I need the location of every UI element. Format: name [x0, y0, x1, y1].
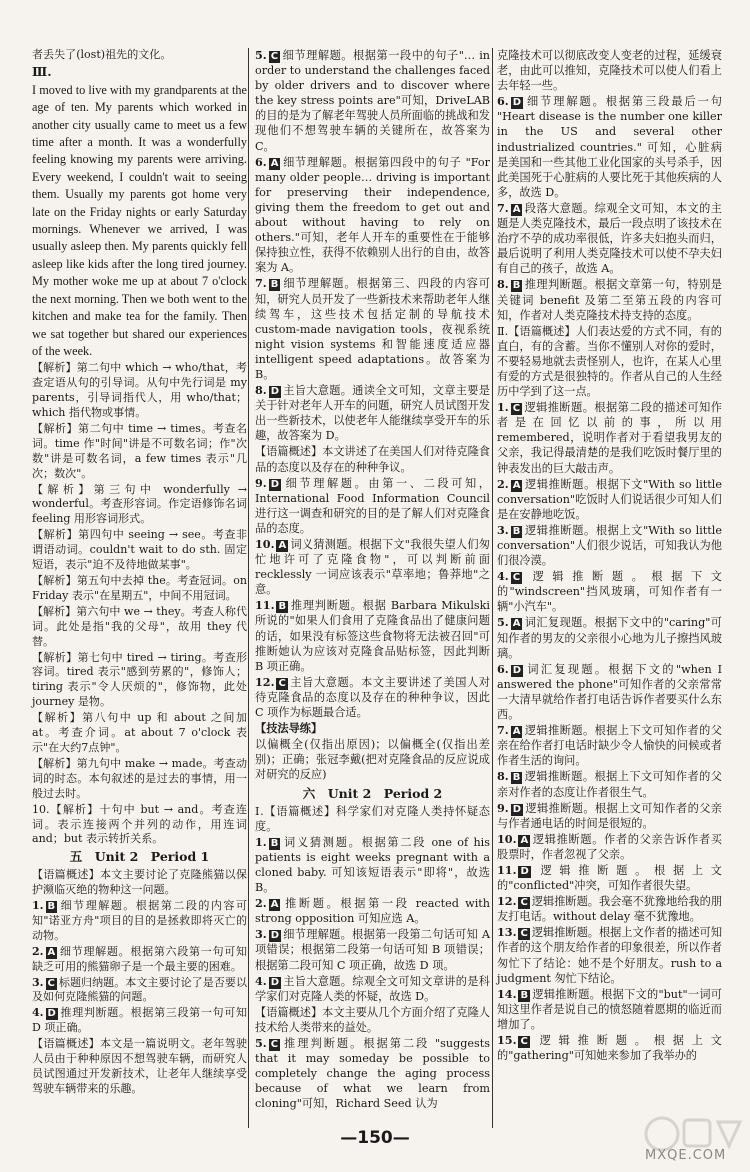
answer-item [497, 569, 722, 614]
passage-summary: Ⅰ.【语篇概述】科学家们对克隆人类持怀疑态度。 [255, 804, 490, 833]
analysis-item: 【解析】第二句中 which → who/that，考查定语从句的引导词。从句中先行词是 my parents，引导词指代人，用 who/that；which 指代物或事情。 [32, 361, 247, 420]
answer-item [255, 476, 490, 536]
answer-letter-badge: D [512, 664, 521, 676]
question-number: 6. [255, 154, 267, 169]
answer-letter-badge: A [278, 540, 287, 551]
answer-item [497, 400, 722, 475]
answer-explanation: 逻辑推断题。我会毫不犹豫地给我的朋友打电话。without delay 毫不犹豫地。 [497, 895, 723, 924]
answer-item [497, 477, 722, 522]
answer-explanation: 逻辑推断题。根据下文"With so little conversation"吃饭时人们说话很少可知人们是在安静地吃饭。 [497, 477, 722, 521]
answer-letter-badge: A [270, 157, 279, 169]
text-line: 者丢失了(lost)祖先的文化。 [32, 48, 172, 61]
analysis-item: 【解析】第二句中 time → times。考查名词。time 作"时间"讲是不可数名词；作"次数"讲是可数名词，a few times 表示"几次；数次"。 [32, 421, 247, 480]
answer-item [32, 976, 247, 1006]
answer-explanation: 逻辑推断题。根据下文的"but"一词可知这里作者是说自己的愤怒随着愿期的临近而增加了。 [497, 987, 722, 1031]
question-number: 8. [255, 383, 267, 398]
answer-explanation: 细节理解题。根据第一段中的句子"… in order to understand the challenges faced by older drivers and to discover where the key stress points are"可知，DriveLAB 的目的是为了解老年驾驶人员所面临的挑战和发现他们不想驾驶车辆的关键所在，故答案为 C。 [255, 49, 490, 153]
answer-item [32, 899, 247, 944]
question-number: 8. [497, 769, 509, 784]
answer-letter-badge: A [47, 946, 56, 958]
technique-heading: 【技法导练】 [255, 721, 323, 736]
answer-letter-badge: C [278, 677, 286, 689]
question-number: 2. [255, 896, 267, 911]
answer-item [255, 974, 490, 1004]
answer-letter-badge: D [520, 865, 529, 877]
answer-explanation: 细节理解题。根据第四段中的句子 "For many older people… driving is important for preserving their independence, giving them the freedom to get out and about without having to rely on others."可知，老年人开车的重要性在于能够保持独立性，获得不依赖别人出行的自由，故答案为 A。 [255, 155, 490, 275]
answer-item [255, 276, 490, 382]
answer-item [497, 987, 722, 1032]
answer-item [32, 945, 247, 975]
answer-letter-badge: A [270, 899, 279, 911]
answer-letter-badge: D [270, 386, 279, 398]
answer-item [497, 523, 722, 568]
page-number: —150— [340, 1128, 410, 1148]
answer-explanation: 推理判断题。根据文章第一句，特别是关键词 benefit 及第二至第五段的内容可知，作者对人类克隆技术持支持的态度。 [497, 278, 722, 322]
answer-explanation: 细节理解题。根据第一段第二句话可知 A 项错误；根据第二段第一句话可知 B 项错误；根据第二段可知 C 项正确，故选 D 项。 [255, 928, 490, 972]
section-marker: Ⅲ. [32, 63, 52, 79]
answer-explanation: 细节理解题。根据第三、四段的内容可知，研究人员开发了一些新技术来帮助老年人继续驾车，这些技术包括定制的导航技术 custom-made navigation tools，夜视系统 night vision systems 和智能速度适应器 intelligent speed adaptations。故答案为 B。 [255, 277, 490, 381]
question-number: 1. [497, 400, 509, 415]
answer-explanation: 细节理解题。根据第三段最后一句 "Heart disease is the number one killer in the US and several other industrialized countries." 可知，心脏病是美国和一些其他工业化国家的头号杀手，因此美国死于心脏病的人要比死于其他疾病的人多，故选 D。 [497, 95, 722, 199]
answer-letter-badge: C [520, 1036, 528, 1047]
unit-heading: 五 Unit 2 Period 1 [69, 849, 210, 865]
answer-letter-badge: C [520, 897, 528, 909]
question-number: 11. [497, 862, 517, 877]
passage-summary: 【语篇概述】本文讲述了在美国人们对待克隆食品的态度以及存在的种种争议。 [255, 445, 490, 474]
answer-list [255, 48, 490, 443]
answer-explanation: 推理判断题。根据第三段第一句可知 D 项正确。 [32, 1006, 247, 1035]
answer-explanation: 词义猜测题。根据下文"我很失望人们匆忙地许可了克隆食物"，可以判断前面 recklessly 一词应该表示"草率地；鲁莽地"之意。 [255, 538, 490, 597]
analysis-item: 【解析】第四句中 seeing → see。考查非谓语动词。couldn't wait to do sth. 固定短语，表示"迫不及待地做某事"。 [32, 528, 247, 572]
answer-item [255, 835, 490, 895]
passage-summary: 【语篇概述】本文主要从几个方面介绍了克隆人技术给人类带来的益处。 [255, 1005, 490, 1034]
answer-explanation: 逻辑推断题。根据上文的"gathering"可知她来参加了我举办的 [497, 1034, 722, 1063]
answer-letter-badge: D [270, 930, 279, 942]
question-number: 4. [497, 569, 509, 584]
answer-explanation: 主旨大意题。通读全文可知，文章主要是关于针对老年人开车的问题，研究人员试图开发出一些新技术，以使老年人能继续享受开车的乐趣，故答案为 D。 [255, 384, 490, 443]
answer-item [497, 894, 722, 924]
answer-explanation: 主旨大意题。本文主要讲述了美国人对待克隆食品的态度以及存在的种种争议，因此 C 项作为标题最合适。 [255, 675, 490, 720]
answer-letter-badge: D [512, 803, 521, 815]
answer-letter-badge: D [47, 1008, 56, 1020]
answer-item [497, 201, 722, 276]
question-number: 7. [255, 276, 267, 291]
answer-explanation: 逻辑推断题。根据上文"With so little conversation"人们很少说话，可知我认为他们很冷漠。 [497, 523, 722, 568]
question-number: 5. [255, 48, 267, 62]
column-middle [255, 48, 490, 1112]
answer-explanation: 逻辑推断题。根据上下文可知作者的父亲在给作者打电话时缺少令人愉快的问候或者作者生活的询问。 [497, 724, 722, 768]
question-number: 3. [32, 975, 44, 989]
answer-item [255, 155, 490, 276]
answer-explanation: 逻辑推断题。根据上文作者的描述可知作者的这个朋友给作者的印象很差，所以作者匆忙下了结论：她不是个好朋友。rush to a judgment 匆忙下结论。 [497, 926, 723, 985]
answer-letter-badge: D [270, 976, 279, 988]
question-number: 5. [255, 1036, 267, 1050]
answer-explanation: 词汇复现题。根据下文中的"caring"可知作者的男友的父亲很小心地为儿子擦挡风玻璃。 [497, 616, 722, 660]
question-number: 15. [497, 1033, 517, 1047]
answer-explanation: 逻辑推断题。作者的父亲告诉作者买股票时，作者忽视了父亲。 [497, 832, 722, 861]
passage-summary: Ⅱ.【语篇概述】人们表达爱的方式不同，有的直白，有的含蓄。当你不懂别人对你的爱时，不要轻易地就去责怪别人，也许，在某人心里有爱的方式是很独特的。作者从自己的人生经历中学到了这一点。 [497, 324, 722, 399]
column-divider [248, 48, 249, 1128]
question-number: 13. [497, 925, 517, 940]
unit-heading: 六 Unit 2 Period 2 [302, 785, 443, 801]
answer-item [497, 1033, 722, 1063]
answer-item [497, 801, 722, 831]
answer-explanation: 词义猜测题。根据第二段 one of his patients is eight weeks pregnant with a cloned baby. 可知该短语表示"即将"，故选 B。 [255, 835, 490, 895]
answer-explanation: 主旨大意题。综观全文可知文章讲的是科学家们对克隆人类的怀疑，故选 D。 [255, 974, 490, 1003]
answer-explanation: 推断题。根据第一段 reacted with strong opposition 可知应选 A。 [255, 897, 490, 926]
question-number: 10. [497, 831, 517, 846]
question-number: 8. [497, 277, 509, 292]
answer-list [255, 1036, 490, 1111]
answer-explanation: 逻辑推断题。根据第二段的描述可知作者是在回忆以前的事，所以用 remembered，说明作者对于看望我男友的父亲，我记得最清楚的是我们吃饭时餐厅里的钟表发出的巨大敲击声。 [497, 401, 722, 475]
answer-item [497, 94, 722, 200]
question-number: 10. [255, 537, 275, 551]
answer-item [497, 615, 722, 660]
passage-summary: 【语篇概述】本文主要讨论了克隆熊猫以保护濒临灭绝的物种这一问题。 [32, 868, 247, 897]
answer-letter-badge: A [512, 203, 521, 215]
question-number: 3. [497, 522, 509, 537]
answer-item [255, 675, 490, 720]
answer-list [497, 94, 722, 322]
question-number: 4. [255, 973, 267, 988]
answer-letter-badge: B [512, 280, 521, 292]
answer-explanation: 推理判断题。根据 Barbara Mikulski 所说的"如果人们食用了克隆食品出了健康问题的话，如果没有标签这些食物将无法被召回"可推断她认为应该对克隆食品贴标签，因此判断 B 项正确。 [255, 599, 490, 673]
question-number: 1. [255, 834, 267, 849]
question-number: 6. [497, 94, 509, 109]
answer-item [255, 537, 490, 597]
analysis-item: 【解析】第九句中 make → made。考查动词的时态。本句叙述的是过去的事情，用一般过去时。 [32, 756, 247, 800]
answer-letter-badge: D [270, 478, 279, 490]
answer-letter-badge: C [520, 928, 528, 940]
answer-letter-badge: B [270, 279, 279, 291]
question-number: 5. [497, 615, 509, 630]
answer-item [255, 48, 490, 154]
answer-letter-badge: A [512, 618, 521, 630]
column-left [32, 48, 247, 1098]
answer-item [497, 769, 722, 799]
answer-letter-badge: B [512, 772, 521, 784]
answer-item [255, 1036, 490, 1111]
column-divider [492, 48, 493, 1128]
answer-explanation: 推理判断题。根据第二段 "suggests that it may someday be possible to completely change the aging process because of what we learn from cloning"可知，Richard Seed 认为 [255, 1037, 490, 1111]
analysis-item: 10.【解析】十句中 but → and。考查连词。表示连接两个并列的动作，用连词 and；but 表示转折关系。 [32, 802, 247, 846]
answer-letter-badge: B [278, 601, 287, 613]
watermark-text: MXQE.COM [645, 1148, 727, 1163]
answer-explanation: 逻辑推断题。根据下文的"windscreen"挡风玻璃，可知作者有一辆"小汽车"。 [497, 570, 722, 614]
answer-item [255, 927, 490, 972]
analysis-item: 【解析】第七句中 tired → tiring。考查形容词。tired 表示"感到劳累的"，修饰人；tiring 表示"令人厌烦的"，修饰物，此处 journey 是物。 [32, 650, 247, 709]
passage-summary: 【语篇概述】本文是一篇说明文。老年驾驶人员由于种种原因不想驾驶车辆，而研究人员试图通过开发新技术，让老年人继续享受驾驶车辆带来的乐趣。 [32, 1037, 247, 1095]
answer-letter-badge: C [512, 572, 521, 584]
answer-letter-badge: B [512, 525, 521, 537]
answer-item [497, 832, 722, 862]
answer-letter-badge: B [47, 901, 56, 913]
answer-item [497, 662, 722, 722]
answer-letter-badge: C [270, 51, 279, 62]
technique-text: 以偏概全(仅指出原因)；以偏概全(仅指出差别)；正确；张冠李戴(把对克隆食品的反应说成对研究的反应) [255, 738, 490, 782]
question-number: 14. [497, 986, 517, 1001]
answer-explanation: 标题归纳题。本文主要讨论了是否要以及如何克隆熊猫的问题。 [32, 975, 247, 1004]
answer-letter-badge: D [512, 97, 521, 109]
answer-letter-badge: B [520, 989, 529, 1001]
answer-item [255, 598, 490, 673]
answer-item [497, 723, 722, 768]
answer-item [255, 383, 490, 443]
answer-explanation: 逻辑推断题。根据上文可知作者的父亲与作者通电话的时间是很短的。 [497, 801, 722, 830]
answer-explanation: 细节理解题。根据第六段第一句可知缺乏可用的熊猫卵子是一个最主要的困难。 [32, 944, 247, 973]
answer-letter-badge: A [512, 479, 521, 491]
column-right [497, 48, 722, 1064]
analysis-item: 【解析】第八句中 up 和 about 之间加 at。考查介词。at about 7 o'clock 表示"在大约7点钟"。 [32, 711, 247, 754]
question-number: 11. [255, 598, 275, 613]
answer-list [255, 476, 490, 721]
answer-list [32, 899, 247, 1036]
answer-letter-badge: C [47, 977, 55, 989]
question-number: 7. [497, 723, 509, 738]
answer-letter-badge: A [512, 726, 521, 738]
question-number: 9. [255, 475, 267, 490]
question-number: 2. [497, 476, 509, 491]
answer-explanation: 逻辑推断题。根据上下文可知作者的父亲对作者的态度让作者很生气。 [497, 770, 722, 799]
answer-explanation: 词汇复现题。根据下文的"when I answered the phone"可知作者的父亲常常一大清早就给作者打电话告诉作者要买什么东西。 [497, 662, 722, 722]
answer-letter-badge: B [270, 837, 279, 849]
answer-list [255, 835, 490, 1004]
question-number: 3. [255, 927, 267, 942]
proofreading-passage: I moved to live with my grandparents at the age of ten. My parents which worked in another city usually came to meet us a few time after a month. It was a wonderfully feeling knowing my parents were arriving. Every weekend, I couldn't wait to seeing them. Usually my parents got home very late on the Friday nights or early Saturday mornings. Whenever we arrived, I was usually asleep then. My parents quickly fell asleep like kids after the long tired journey. My mother woke me up at about 7 o'clock the next morning. Then we both went to the kitchen and make tea for the family. Then we sat together but shared our experiences of the week. [32, 82, 247, 358]
answer-explanation: 细节理解题。根据第二段的内容可知"诺亚方舟"项目的目的是拯救即将灭亡的动物。 [32, 899, 247, 942]
question-number: 1. [32, 899, 44, 913]
question-number: 12. [255, 674, 275, 689]
answer-item [255, 896, 490, 926]
answer-item [497, 277, 722, 322]
answer-letter-badge: C [270, 1039, 279, 1050]
answer-item [497, 863, 722, 893]
answer-item [32, 1006, 247, 1036]
text-line: 克隆技术可以彻底改变人变老的过程，延缓衰老，由此可以推知，克隆技术可以使人们看上去年轻一些。 [497, 49, 722, 93]
answer-explanation: 逻辑推断题。根据上文的"conflicted"冲突，可知作者很失望。 [497, 863, 722, 893]
question-number: 12. [497, 894, 517, 909]
answer-item [497, 925, 722, 985]
answer-list [497, 400, 722, 1063]
analysis-item: 【解析】第六句中 we → they。考查人称代词。此处是指"我的父母"，故用 they 代替。 [32, 604, 247, 648]
question-number: 9. [497, 800, 509, 815]
analysis-item: 【解析】第五句中去掉 the。考查冠词。on Friday 表示"在星期五"，中间不用冠词。 [32, 574, 247, 602]
answer-explanation: 细节理解题。由第一、二段可知，International Food Information Council 进行这一调查和研究的目的是了解人们对克隆食品的态度。 [255, 476, 490, 535]
question-number: 4. [32, 1006, 44, 1020]
answer-letter-badge: A [520, 834, 529, 846]
question-number: 6. [497, 661, 509, 676]
analysis-item: 【解析】第三句中 wonderfully → wonderful。考查形容词。作定语修饰名词 feeling 用形容词形式。 [32, 482, 247, 526]
answer-explanation: 段落大意题。综观全文可知，本文的主题是人类克隆技术，最后一段点明了该技术在治疗不孕的成功率很低，许多夫妇抱头而归，最后说明了利用人类克隆技术可以使不孕夫妇有自己的孩子，故选 A。 [497, 201, 722, 276]
question-number: 7. [497, 200, 509, 215]
answer-letter-badge: C [512, 403, 521, 415]
question-number: 2. [32, 944, 44, 958]
